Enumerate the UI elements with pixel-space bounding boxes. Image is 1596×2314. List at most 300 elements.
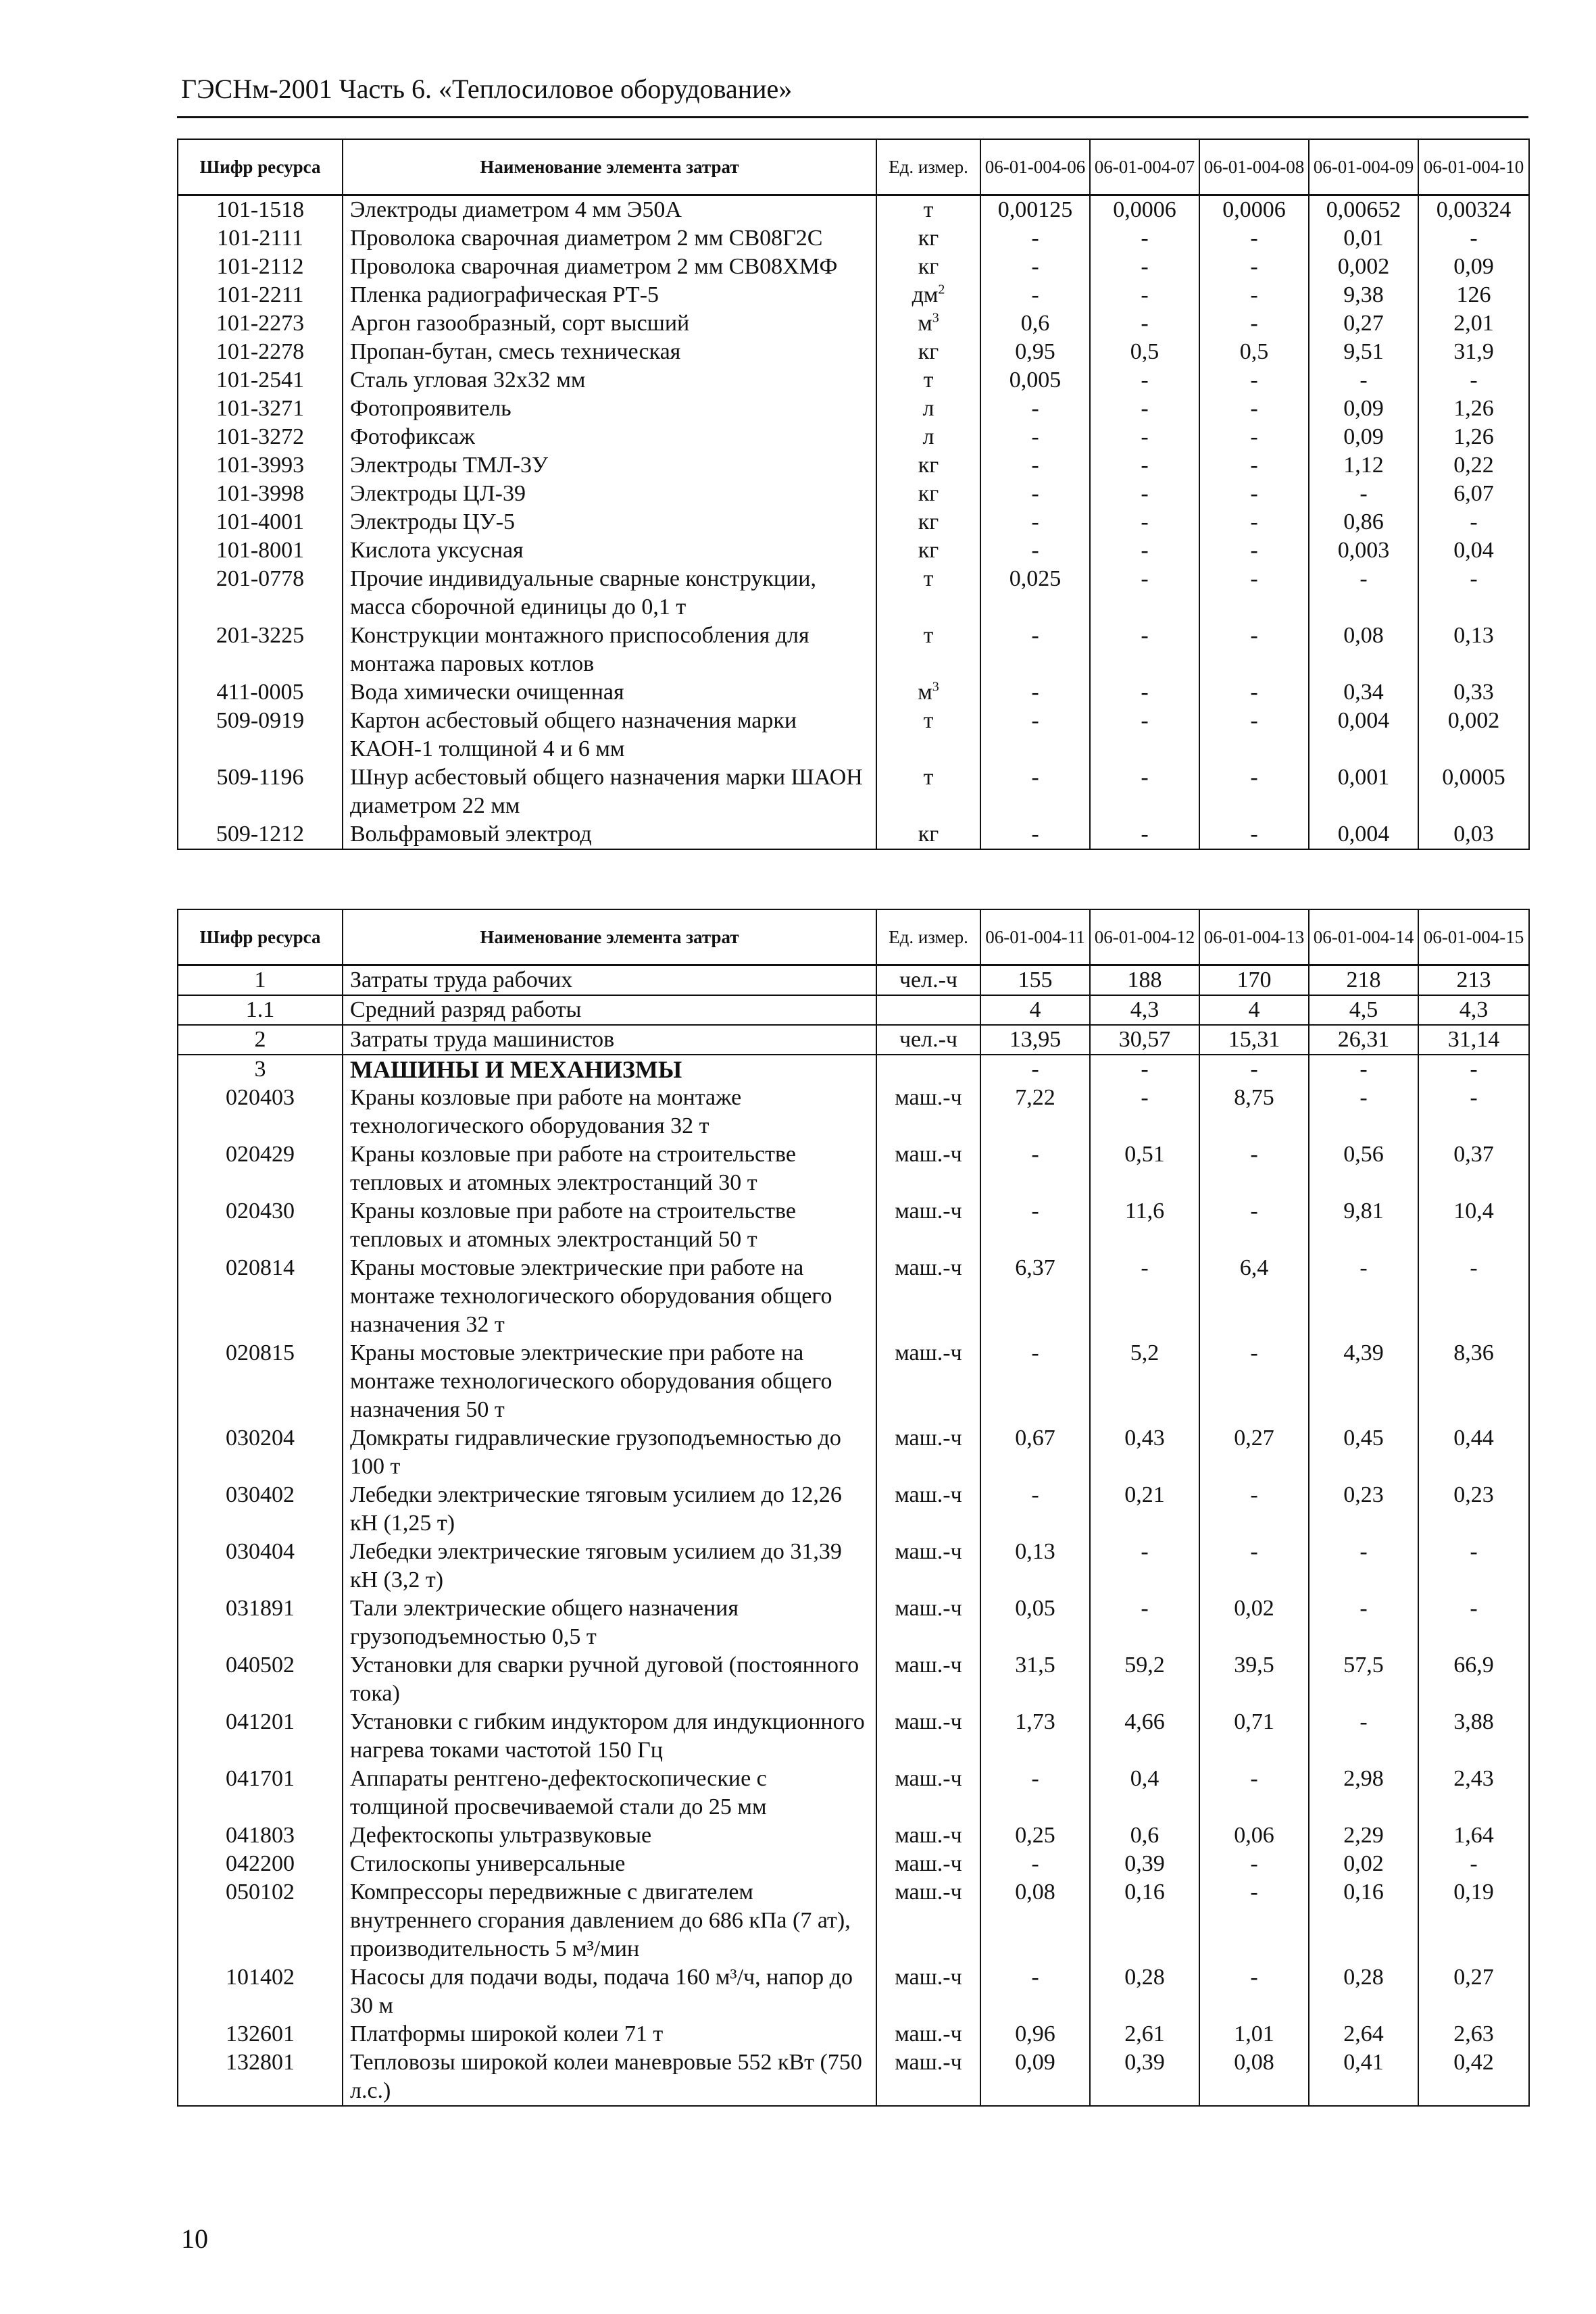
norm-value: 170 (1199, 965, 1309, 996)
norm-value: - (1199, 395, 1309, 423)
norm-value: 0,28 (1309, 1963, 1418, 2020)
unit-of-measure (876, 1765, 980, 1821)
norm-value: 1,01 (1199, 2020, 1309, 2048)
norm-value: - (1090, 1538, 1199, 1594)
norm-value: 7,22 (980, 1084, 1090, 1140)
norm-value: - (980, 1197, 1090, 1254)
column-header: Наименование элемента затрат (343, 139, 876, 195)
norm-value: 6,37 (980, 1254, 1090, 1339)
norm-value: 0,02 (1309, 1850, 1418, 1878)
norm-value: 66,9 (1418, 1651, 1529, 1708)
norm-value: - (1090, 366, 1199, 395)
resource-code: 509-1196 (178, 763, 343, 820)
norm-value: - (1418, 1594, 1529, 1651)
resource-code: 509-0919 (178, 707, 343, 763)
norm-value: - (1418, 366, 1529, 395)
resource-name: Краны мостовые электрические при работе на монтаже технологического оборудования общего назначения 32 т (343, 1254, 876, 1339)
norm-value: 4,66 (1090, 1708, 1199, 1765)
unit-text: кг (918, 254, 939, 279)
norm-value: - (1199, 622, 1309, 678)
norm-value: 0,03 (1418, 820, 1529, 849)
norm-value: 0,27 (1199, 1424, 1309, 1481)
norm-value: 2,01 (1418, 309, 1529, 338)
norm-value: - (980, 508, 1090, 536)
unit-of-measure (876, 253, 980, 281)
running-header: ГЭСНм-2001 Часть 6. «Теплосиловое оборудование» (181, 74, 793, 104)
unit-text: чел.-ч (899, 1027, 958, 1052)
column-header: 06-01-004-14 (1309, 909, 1418, 965)
norm-value: - (1090, 423, 1199, 451)
norm-value: 3,88 (1418, 1708, 1529, 1765)
table-header-row (178, 909, 1529, 965)
norm-value: 0,08 (1199, 2048, 1309, 2106)
unit-text: т (923, 566, 934, 591)
resource-code: 101-3271 (178, 395, 343, 423)
unit-of-measure (876, 451, 980, 480)
norm-value: - (1199, 423, 1309, 451)
resource-name: Краны мостовые электрические при работе на монтаже технологического оборудования общего назначения 50 т (343, 1339, 876, 1424)
norm-value: - (980, 707, 1090, 763)
table-row (178, 2048, 1529, 2106)
norm-value: - (1090, 1055, 1199, 1084)
table-row (178, 1878, 1529, 1963)
unit-text: маш.-ч (895, 2050, 962, 2075)
table-header-row (178, 139, 1529, 195)
norm-value: - (1199, 224, 1309, 253)
table-row (178, 995, 1529, 1025)
norm-value: 0,42 (1418, 2048, 1529, 2106)
norm-value: 8,75 (1199, 1084, 1309, 1140)
norm-value: 0,04 (1418, 536, 1529, 565)
unit-of-measure (876, 338, 980, 366)
unit-text: маш.-ч (895, 1142, 962, 1167)
unit-of-measure (876, 224, 980, 253)
unit-of-measure (876, 1651, 980, 1708)
norm-value: 0,39 (1090, 1850, 1199, 1878)
norm-value: - (1090, 707, 1199, 763)
norm-value: - (1199, 366, 1309, 395)
unit-of-measure (876, 508, 980, 536)
resource-code: 101402 (178, 1963, 343, 2020)
norm-value: - (1199, 1140, 1309, 1197)
resource-code: 201-0778 (178, 565, 343, 622)
column-header: Шифр ресурса (178, 909, 343, 965)
unit-of-measure (876, 195, 980, 225)
norm-value: 0,0006 (1199, 195, 1309, 225)
norm-value: - (1309, 1084, 1418, 1140)
table-row (178, 281, 1529, 309)
norm-value: 1,26 (1418, 423, 1529, 451)
norm-value: - (1309, 1594, 1418, 1651)
norm-value: - (1199, 1538, 1309, 1594)
resource-name: Средний разряд работы (343, 995, 876, 1025)
norm-value: 0,71 (1199, 1708, 1309, 1765)
norm-value: - (1199, 678, 1309, 707)
resource-code: 132801 (178, 2048, 343, 2106)
norm-value: - (1418, 1084, 1529, 1140)
norm-value: 59,2 (1090, 1651, 1199, 1708)
table-row (178, 1197, 1529, 1254)
norm-value: - (980, 480, 1090, 508)
unit-text: кг (918, 481, 939, 506)
norm-value: 0,43 (1090, 1424, 1199, 1481)
resource-name: Аппараты рентгено-дефектоскопические с толщиной просвечиваемой стали до 25 мм (343, 1765, 876, 1821)
norm-value: - (1418, 565, 1529, 622)
unit-of-measure (876, 1963, 980, 2020)
unit-text: маш.-ч (895, 2021, 962, 2046)
norm-value: 4 (980, 995, 1090, 1025)
norm-value: - (1199, 508, 1309, 536)
norm-value: 0,96 (980, 2020, 1090, 2048)
norm-value: - (1199, 480, 1309, 508)
norm-value: 4,39 (1309, 1339, 1418, 1424)
resource-name: Электроды ЦУ-5 (343, 508, 876, 536)
unit-text: кг (918, 339, 939, 364)
norm-value: 1,12 (1309, 451, 1418, 480)
table-row (178, 763, 1529, 820)
norm-value: - (1309, 1708, 1418, 1765)
column-header: 06-01-004-07 (1090, 139, 1199, 195)
norm-value: 0,41 (1309, 2048, 1418, 2106)
norm-value: - (980, 451, 1090, 480)
norm-value: - (1199, 451, 1309, 480)
norm-value: 0,6 (1090, 1821, 1199, 1850)
norm-value: 0,002 (1418, 707, 1529, 763)
resource-code: 101-4001 (178, 508, 343, 536)
unit-of-measure (876, 678, 980, 707)
unit-text: т (923, 623, 934, 648)
unit-of-measure (876, 423, 980, 451)
unit-of-measure (876, 1424, 980, 1481)
norm-value: - (1090, 480, 1199, 508)
unit-text: маш.-ч (895, 1880, 962, 1905)
norm-value: 0,09 (1309, 423, 1418, 451)
norm-value: - (1199, 820, 1309, 849)
norm-value: 0,06 (1199, 1821, 1309, 1850)
resource-name: Пленка радиографическая РТ-5 (343, 281, 876, 309)
unit-text: кг (918, 226, 939, 251)
resource-code: 042200 (178, 1850, 343, 1878)
resource-name: Тепловозы широкой колеи маневровые 552 кВт (750 л.с.) (343, 2048, 876, 2106)
unit-of-measure (876, 1055, 980, 1084)
norm-value: - (980, 1850, 1090, 1878)
norm-value: - (1418, 1850, 1529, 1878)
norm-value: 0,0006 (1090, 195, 1199, 225)
table-row (178, 480, 1529, 508)
resource-code: 041201 (178, 1708, 343, 1765)
norm-value: 2,64 (1309, 2020, 1418, 2048)
unit-text: л (922, 396, 934, 421)
resource-code: 020814 (178, 1254, 343, 1339)
table-row (178, 965, 1529, 996)
norm-value: - (980, 1481, 1090, 1538)
norm-value: - (1199, 536, 1309, 565)
norm-value: 4,3 (1090, 995, 1199, 1025)
unit-of-measure (876, 480, 980, 508)
norm-value: 30,57 (1090, 1025, 1199, 1055)
norm-value: - (1199, 309, 1309, 338)
resource-name: Краны козловые при работе на строительстве тепловых и атомных электростанций 50 т (343, 1197, 876, 1254)
resource-code: 3 (178, 1055, 343, 1084)
resource-code: 041701 (178, 1765, 343, 1821)
resource-code: 1 (178, 965, 343, 996)
norm-value: 0,22 (1418, 451, 1529, 480)
norm-value: 0,09 (1418, 253, 1529, 281)
table-row (178, 1765, 1529, 1821)
table-row (178, 1055, 1529, 1084)
resource-code: 030404 (178, 1538, 343, 1594)
resource-name: Затраты труда рабочих (343, 965, 876, 996)
norm-value: 0,37 (1418, 1140, 1529, 1197)
unit-exponent: 3 (932, 310, 939, 326)
unit-text: маш.-ч (895, 1823, 962, 1848)
resource-name: Проволока сварочная диаметром 2 мм СВ08Г2С (343, 224, 876, 253)
unit-text: т (923, 708, 934, 733)
resource-code: 101-2112 (178, 253, 343, 281)
norm-value: 15,31 (1199, 1025, 1309, 1055)
norm-value: 31,14 (1418, 1025, 1529, 1055)
unit-of-measure (876, 1339, 980, 1424)
resource-name: Электроды ТМЛ-3У (343, 451, 876, 480)
resource-code: 030204 (178, 1424, 343, 1481)
table-row (178, 224, 1529, 253)
resource-name: Пропан-бутан, смесь техническая (343, 338, 876, 366)
table-row (178, 338, 1529, 366)
unit-text: л (922, 424, 934, 449)
norm-value: - (1090, 565, 1199, 622)
table-row (178, 678, 1529, 707)
table-row (178, 1025, 1529, 1055)
column-header: Наименование элемента затрат (343, 909, 876, 965)
norm-value: - (1418, 1254, 1529, 1339)
unit-of-measure (876, 309, 980, 338)
norm-value: - (1090, 395, 1199, 423)
resource-name: Сталь угловая 32х32 мм (343, 366, 876, 395)
unit-of-measure (876, 395, 980, 423)
resource-code: 040502 (178, 1651, 343, 1708)
table-row (178, 1850, 1529, 1878)
unit-of-measure (876, 995, 980, 1025)
unit-of-measure (876, 1481, 980, 1538)
norm-value: 0,27 (1309, 309, 1418, 338)
norm-value: 2,98 (1309, 1765, 1418, 1821)
unit-of-measure (876, 1140, 980, 1197)
unit-text: кг (918, 509, 939, 534)
norm-value: 0,01 (1309, 224, 1418, 253)
unit-text: чел.-ч (899, 967, 958, 992)
norm-value: - (1199, 1339, 1309, 1424)
resource-code: 020815 (178, 1339, 343, 1424)
norm-value: - (1199, 1878, 1309, 1963)
norm-value: 0,67 (980, 1424, 1090, 1481)
resource-name: Фотофиксаж (343, 423, 876, 451)
table-row (178, 565, 1529, 622)
resource-code: 050102 (178, 1878, 343, 1963)
table-row (178, 1424, 1529, 1481)
resource-name: Шнур асбестовый общего назначения марки ШАОН диаметром 22 мм (343, 763, 876, 820)
resource-code: 101-3272 (178, 423, 343, 451)
header-rule (177, 116, 1528, 118)
norm-value: - (980, 1055, 1090, 1084)
table-row (178, 1140, 1529, 1197)
resource-name: Электроды ЦЛ-39 (343, 480, 876, 508)
table-row (178, 508, 1529, 536)
norm-value: 0,16 (1090, 1878, 1199, 1963)
unit-exponent: 3 (932, 679, 939, 695)
resource-code: 101-2111 (178, 224, 343, 253)
norm-value: - (1309, 366, 1418, 395)
norm-value: 0,95 (980, 338, 1090, 366)
norm-value: 6,07 (1418, 480, 1529, 508)
norm-value: 0,25 (980, 1821, 1090, 1850)
resource-name: Установки с гибким индуктором для индукционного нагрева токами частотой 150 Гц (343, 1708, 876, 1765)
resource-code: 101-2273 (178, 309, 343, 338)
resource-code: 101-8001 (178, 536, 343, 565)
norm-value: 0,003 (1309, 536, 1418, 565)
column-header: Ед. измер. (876, 909, 980, 965)
unit-text: маш.-ч (895, 1255, 962, 1280)
norm-value: - (980, 423, 1090, 451)
resource-code: 101-3993 (178, 451, 343, 480)
table-row (178, 395, 1529, 423)
unit-text: дм (912, 282, 939, 307)
norm-value: 4,5 (1309, 995, 1418, 1025)
norm-value: 0,16 (1309, 1878, 1418, 1963)
table-row (178, 1481, 1529, 1538)
norm-value: - (1090, 281, 1199, 309)
norm-value: 26,31 (1309, 1025, 1418, 1055)
norm-value: - (1309, 565, 1418, 622)
table-row (178, 622, 1529, 678)
norm-value: 2,29 (1309, 1821, 1418, 1850)
norm-value: - (1090, 1254, 1199, 1339)
unit-text: м (918, 311, 932, 336)
norm-value: - (1199, 565, 1309, 622)
norm-value: - (980, 395, 1090, 423)
resource-code: 201-3225 (178, 622, 343, 678)
column-header: 06-01-004-11 (980, 909, 1090, 965)
norm-value: - (980, 1339, 1090, 1424)
table-row (178, 366, 1529, 395)
column-header: 06-01-004-15 (1418, 909, 1529, 965)
column-header: 06-01-004-10 (1418, 139, 1529, 195)
resource-name: Конструкции монтажного приспособления для монтажа паровых котлов (343, 622, 876, 678)
resource-name: Кислота уксусная (343, 536, 876, 565)
resource-code: 101-3998 (178, 480, 343, 508)
unit-text: кг (918, 822, 939, 847)
unit-text: маш.-ч (895, 1199, 962, 1224)
table-row (178, 707, 1529, 763)
norm-value: 218 (1309, 965, 1418, 996)
norm-value: - (980, 536, 1090, 565)
unit-of-measure (876, 2048, 980, 2106)
resource-name: Домкраты гидравлические грузоподъемностью до 100 т (343, 1424, 876, 1481)
table-row (178, 1594, 1529, 1651)
table-row (178, 536, 1529, 565)
unit-of-measure (876, 565, 980, 622)
norm-value: 0,004 (1309, 820, 1418, 849)
unit-of-measure (876, 1084, 980, 1140)
norm-value: - (1199, 1197, 1309, 1254)
norm-value: - (1418, 1538, 1529, 1594)
unit-of-measure (876, 965, 980, 996)
norm-value: - (1090, 622, 1199, 678)
norm-value: 0,51 (1090, 1140, 1199, 1197)
norm-value: - (980, 224, 1090, 253)
unit-text: маш.-ч (895, 1426, 962, 1451)
norm-value: 0,05 (980, 1594, 1090, 1651)
norm-value: 0,00125 (980, 195, 1090, 225)
unit-of-measure (876, 1878, 980, 1963)
norm-value: - (1090, 451, 1199, 480)
norm-value: 0,0005 (1418, 763, 1529, 820)
norm-value: 0,23 (1418, 1481, 1529, 1538)
unit-text: маш.-ч (895, 1766, 962, 1791)
resource-name: Проволока сварочная диаметром 2 мм СВ08ХМФ (343, 253, 876, 281)
resource-name: МАШИНЫ И МЕХАНИЗМЫ (343, 1055, 876, 1084)
norm-value: 4 (1199, 995, 1309, 1025)
norm-value: 0,86 (1309, 508, 1418, 536)
norm-value: - (1090, 309, 1199, 338)
norm-value: - (1418, 1055, 1529, 1084)
table-row (178, 309, 1529, 338)
norm-value: - (980, 253, 1090, 281)
resource-name: Краны козловые при работе на строительстве тепловых и атомных электростанций 30 т (343, 1140, 876, 1197)
norm-value: - (1199, 281, 1309, 309)
resource-code: 132601 (178, 2020, 343, 2048)
unit-of-measure (876, 1708, 980, 1765)
norm-value: - (1418, 508, 1529, 536)
norm-value: 2,63 (1418, 2020, 1529, 2048)
norm-value: - (980, 622, 1090, 678)
norm-value: 4,3 (1418, 995, 1529, 1025)
norm-value: 0,004 (1309, 707, 1418, 763)
resource-code: 101-2278 (178, 338, 343, 366)
norm-value: 1,64 (1418, 1821, 1529, 1850)
norm-value: 0,28 (1090, 1963, 1199, 2020)
norm-value: 8,36 (1418, 1339, 1529, 1424)
norm-value: 13,95 (980, 1025, 1090, 1055)
resource-table-1 (177, 139, 1530, 850)
table-row (178, 1084, 1529, 1140)
resource-code: 101-2211 (178, 281, 343, 309)
column-header: 06-01-004-13 (1199, 909, 1309, 965)
resource-name: Краны козловые при работе на монтаже технологического оборудования 32 т (343, 1084, 876, 1140)
norm-value: 31,9 (1418, 338, 1529, 366)
resource-code: 509-1212 (178, 820, 343, 849)
resource-name: Фотопроявитель (343, 395, 876, 423)
norm-value: 0,6 (980, 309, 1090, 338)
norm-value: 0,09 (980, 2048, 1090, 2106)
unit-text: маш.-ч (895, 1340, 962, 1365)
unit-of-measure (876, 1197, 980, 1254)
norm-value: 31,5 (980, 1651, 1090, 1708)
norm-value: - (1199, 253, 1309, 281)
table-row (178, 253, 1529, 281)
unit-of-measure (876, 820, 980, 849)
unit-text: т (923, 197, 934, 222)
resource-code: 031891 (178, 1594, 343, 1651)
resource-name: Электроды диаметром 4 мм Э50А (343, 195, 876, 225)
unit-of-measure (876, 1594, 980, 1651)
unit-of-measure (876, 281, 980, 309)
norm-value: 0,21 (1090, 1481, 1199, 1538)
norm-value: 39,5 (1199, 1651, 1309, 1708)
norm-value: - (1199, 707, 1309, 763)
table-row (178, 1254, 1529, 1339)
norm-value: - (980, 1963, 1090, 2020)
norm-value: - (980, 281, 1090, 309)
